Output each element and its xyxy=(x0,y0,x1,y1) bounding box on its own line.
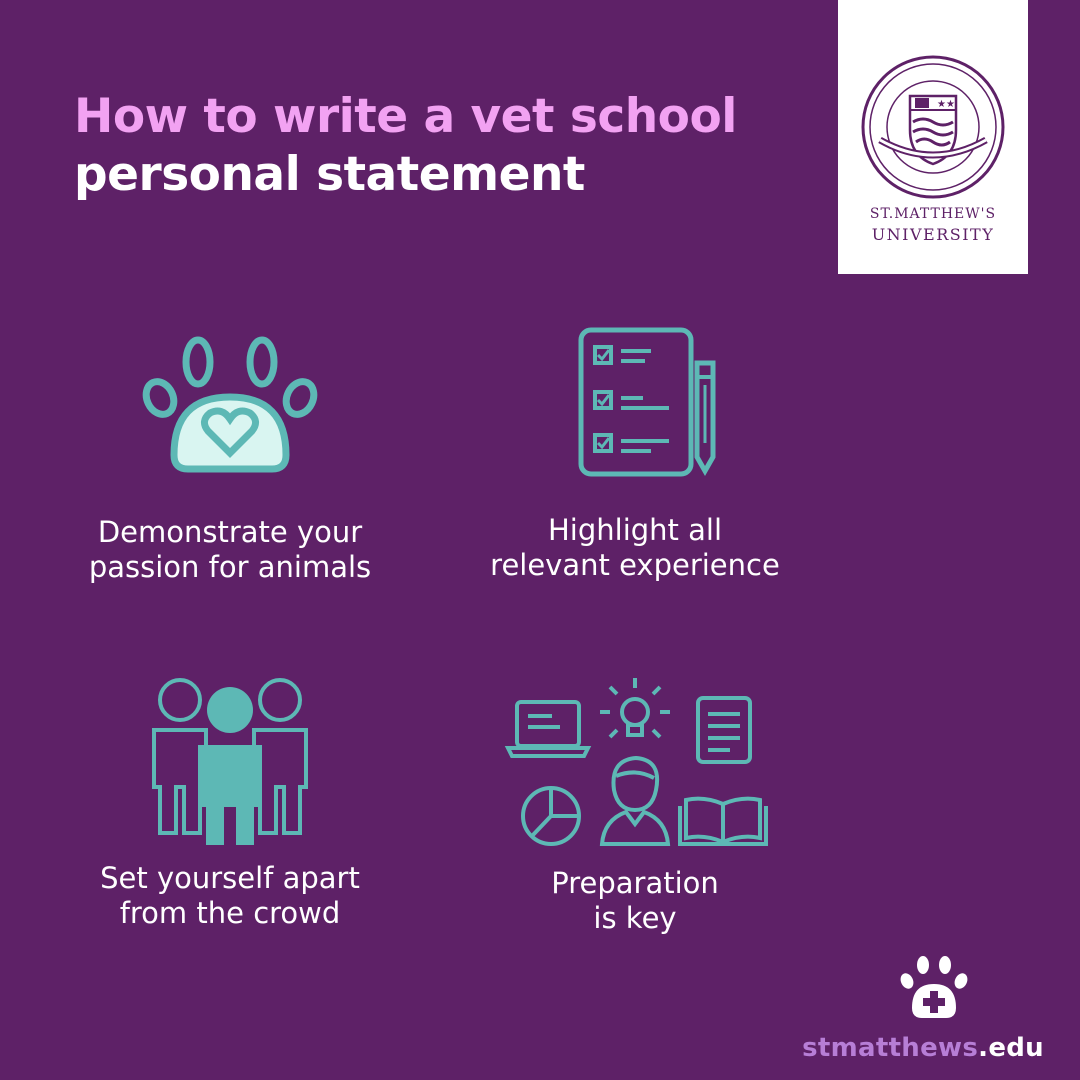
paw-cross-logo-icon xyxy=(898,954,970,1022)
title-line-2: personal statement xyxy=(74,147,585,202)
caption-line: Set yourself apart xyxy=(100,861,360,895)
university-name-line-2: UNIVERSITY xyxy=(871,225,995,244)
tip-card-experience xyxy=(465,325,805,583)
caption-line: Demonstrate your xyxy=(97,515,363,549)
tip-caption xyxy=(60,515,400,585)
caption-line: passion for animals xyxy=(88,550,372,584)
caption-line: is key xyxy=(593,901,677,935)
url-tld: .edu xyxy=(978,1033,1044,1063)
checklist-pen-icon xyxy=(545,325,725,485)
tip-caption xyxy=(465,866,805,936)
url-domain: stmatthews xyxy=(802,1033,979,1063)
caption-line: Preparation xyxy=(551,866,719,900)
university-logo xyxy=(838,0,1028,274)
page-title xyxy=(74,88,737,204)
tip-card-stand-out xyxy=(60,675,400,931)
caption-line: relevant experience xyxy=(490,548,780,582)
title-line-1: How to write a vet school xyxy=(74,89,737,144)
caption-line: from the crowd xyxy=(119,896,341,930)
website-url[interactable] xyxy=(802,1033,1044,1063)
caption-line: Highlight all xyxy=(547,513,723,547)
university-name-line-1: ST.MATTHEW'S xyxy=(869,206,997,222)
person-study-tools-icon xyxy=(490,672,780,852)
tip-card-preparation xyxy=(465,672,805,936)
svg-text:★★: ★★ xyxy=(937,99,955,110)
paw-heart-icon xyxy=(130,325,330,485)
people-group-icon xyxy=(130,675,330,845)
tip-caption xyxy=(60,861,400,931)
university-seal-icon xyxy=(858,52,1008,202)
tip-card-passion xyxy=(60,325,400,585)
tip-caption xyxy=(465,513,805,583)
